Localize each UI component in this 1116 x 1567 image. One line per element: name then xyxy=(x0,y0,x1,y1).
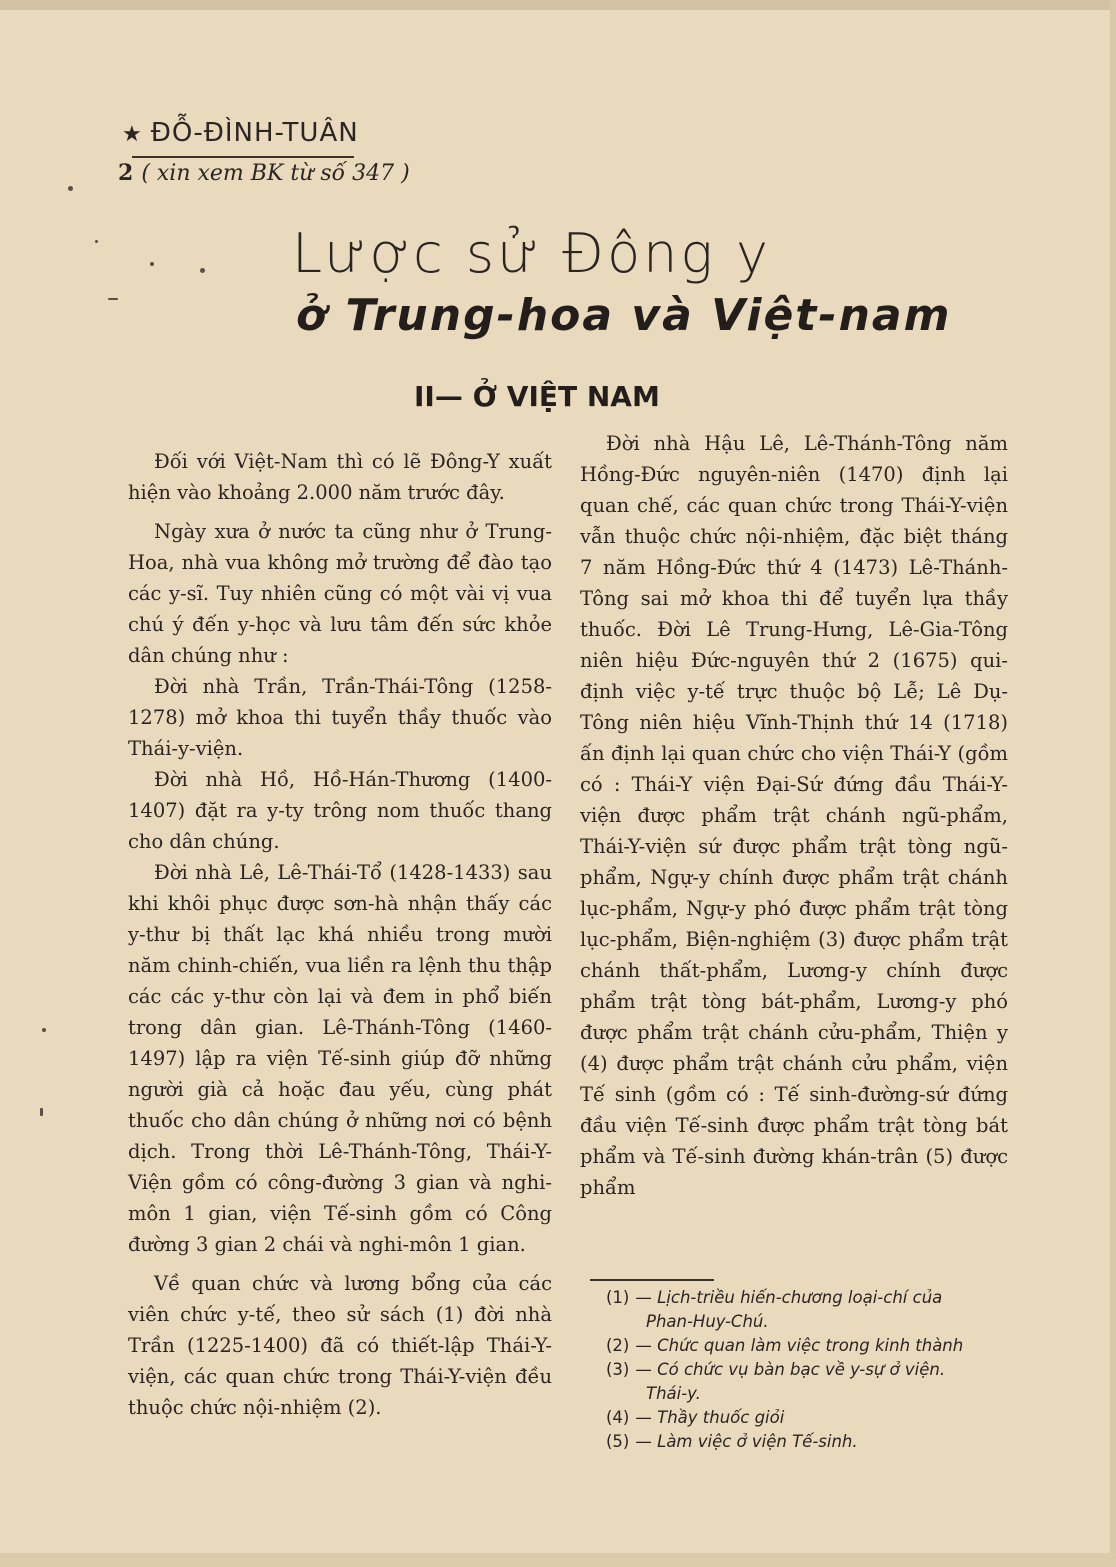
page-edge-bottom xyxy=(0,1553,1116,1567)
print-speck xyxy=(150,262,154,266)
paragraph: Ngày xưa ở nước ta cũng như ở Trung-Hoa, nhà vua không mở trường để đào tạo các y-sĩ. Tuy nhiên cũng có một vài vị vua chú ý đến y-học và lưu tâm đến sức khỏe dân chúng như : xyxy=(128,520,552,667)
article-title: Lược sử Đông y xyxy=(292,222,771,285)
paragraph: Đời nhà Lê, Lê-Thái-Tổ (1428-1433) sau khi khôi phục được sơn-hà nhận thấy các y-thư bị thất lạc khá nhiều trong mười năm chinh-chiến, vua liền ra lệnh thu thập các các y-thư còn lại và đem in phổ biến trong dân gian. Lê-Thánh-Tông (1460-1497) lập ra viện Tế-sinh giúp đỡ những người già cả hoặc đau yếu, cùng phát thuốc cho dân chúng ở những nơi có bệnh dịch. Trong thời Lê-Thánh-Tông, Thái-Y-Viện gồm có công-đường 3 gian và nghi-môn 1 gian, viện Tế-sinh gồm có Công đường 3 gian 2 chái và nghi-môn 1 gian. xyxy=(128,861,552,1256)
paragraph: Đối với Việt-Nam thì có lẽ Đông-Y xuất hiện vào khoảng 2.000 năm trước đây. xyxy=(128,450,552,504)
print-speck xyxy=(40,1108,43,1116)
article-subtitle: ở Trung-hoa và Việt-nam xyxy=(296,290,952,341)
footnotes xyxy=(606,1286,1016,1454)
part-number: 2 xyxy=(118,160,134,186)
left-column xyxy=(128,438,552,1423)
series-reference xyxy=(118,160,410,186)
footnote-rule xyxy=(590,1279,714,1281)
print-speck xyxy=(68,186,73,191)
star-icon: ★ xyxy=(122,122,143,147)
paragraph: Đời nhà Trần, Trần-Thái-Tông (1258-1278) mở khoa thi tuyển thầy thuốc vào Thái-y-viện. xyxy=(128,675,552,760)
footnote: (4) — Thầy thuốc giỏi xyxy=(606,1408,785,1427)
section-heading: II— Ở VIỆT NAM xyxy=(414,380,660,413)
page-edge-top xyxy=(0,0,1116,10)
print-speck xyxy=(108,298,118,300)
paragraph: Về quan chức và lương bổng của các viên chức y-tế, theo sử sách (1) đời nhà Trần (1225-1400) đã có thiết-lập Thái-Y-viện, các quan chức trong Thái-Y-viện đều thuộc chức nội-nhiệm (2). xyxy=(128,1272,552,1419)
reference-text: ( xin xem BK từ số 347 ) xyxy=(141,161,410,186)
page-edge-right xyxy=(1110,0,1116,1567)
footnote: (2) — Chức quan làm việc trong kinh thành xyxy=(606,1336,964,1355)
print-speck xyxy=(200,268,205,273)
author-underline xyxy=(132,156,354,158)
paragraph: Đời nhà Hậu Lê, Lê-Thánh-Tông năm Hồng-Đức nguyên-niên (1470) định lại quan chế, các quan chức trong Thái-Y-viện vẫn thuộc chức nội-nhiệm, đặc biệt tháng 7 năm Hồng-Đức thứ 4 (1473) Lê-Thánh-Tông sai mở khoa thi để tuyển lựa thầy thuốc. Đời Lê Trung-Hưng, Lê-Gia-Tông niên hiệu Đức-nguyên thứ 2 (1675) qui-định việc y-tế trực thuộc bộ Lễ; Lê Dụ-Tông niên hiệu Vĩnh-Thịnh thứ 14 (1718) ấn định lại quan chức cho viện Thái-Y (gồm có : Thái-Y viện Đại-Sứ đứng đầu Thái-Y-viện được phẩm trật chánh ngũ-phẩm, Thái-Y-viện sứ được phẩm trật tòng ngũ-phẩm, Ngự-y chính được phẩm trật chánh lục-phẩm, Ngự-y phó được phẩm trật tòng lục-phẩm, Biện-nghiệm (3) được phẩm trật chánh thất-phẩm, Lương-y chính được phẩm trật tòng bát-phẩm, Lương-y phó được phẩm trật chánh cửu-phẩm, Thiện y (4) được phẩm trật chánh cửu phẩm, viện Tế sinh (gồm có : Tế sinh-đường-sứ đứng đầu viện Tế-sinh được phẩm trật tòng bát phẩm và Tế-sinh đường khán-trân (5) được phẩm xyxy=(580,432,1008,1199)
print-speck xyxy=(95,240,98,243)
print-speck xyxy=(42,1028,46,1032)
footnote: (3) — Có chức vụ bàn bạc về y-sự ở viện. Thái-y. xyxy=(606,1360,946,1403)
footnote: (5) — Làm việc ở viện Tế-sinh. xyxy=(606,1432,858,1451)
paragraph: Đời nhà Hồ, Hồ-Hán-Thương (1400-1407) đặt ra y-ty trông nom thuốc thang cho dân chúng. xyxy=(128,768,552,853)
author-byline xyxy=(122,118,359,148)
right-column xyxy=(580,428,1008,1203)
footnote: (1) — Lịch-triều hiến-chương loại-chí của Phan-Huy-Chú. xyxy=(606,1288,943,1331)
author-name: ĐỖ-ĐÌNH-TUÂN xyxy=(150,118,359,148)
